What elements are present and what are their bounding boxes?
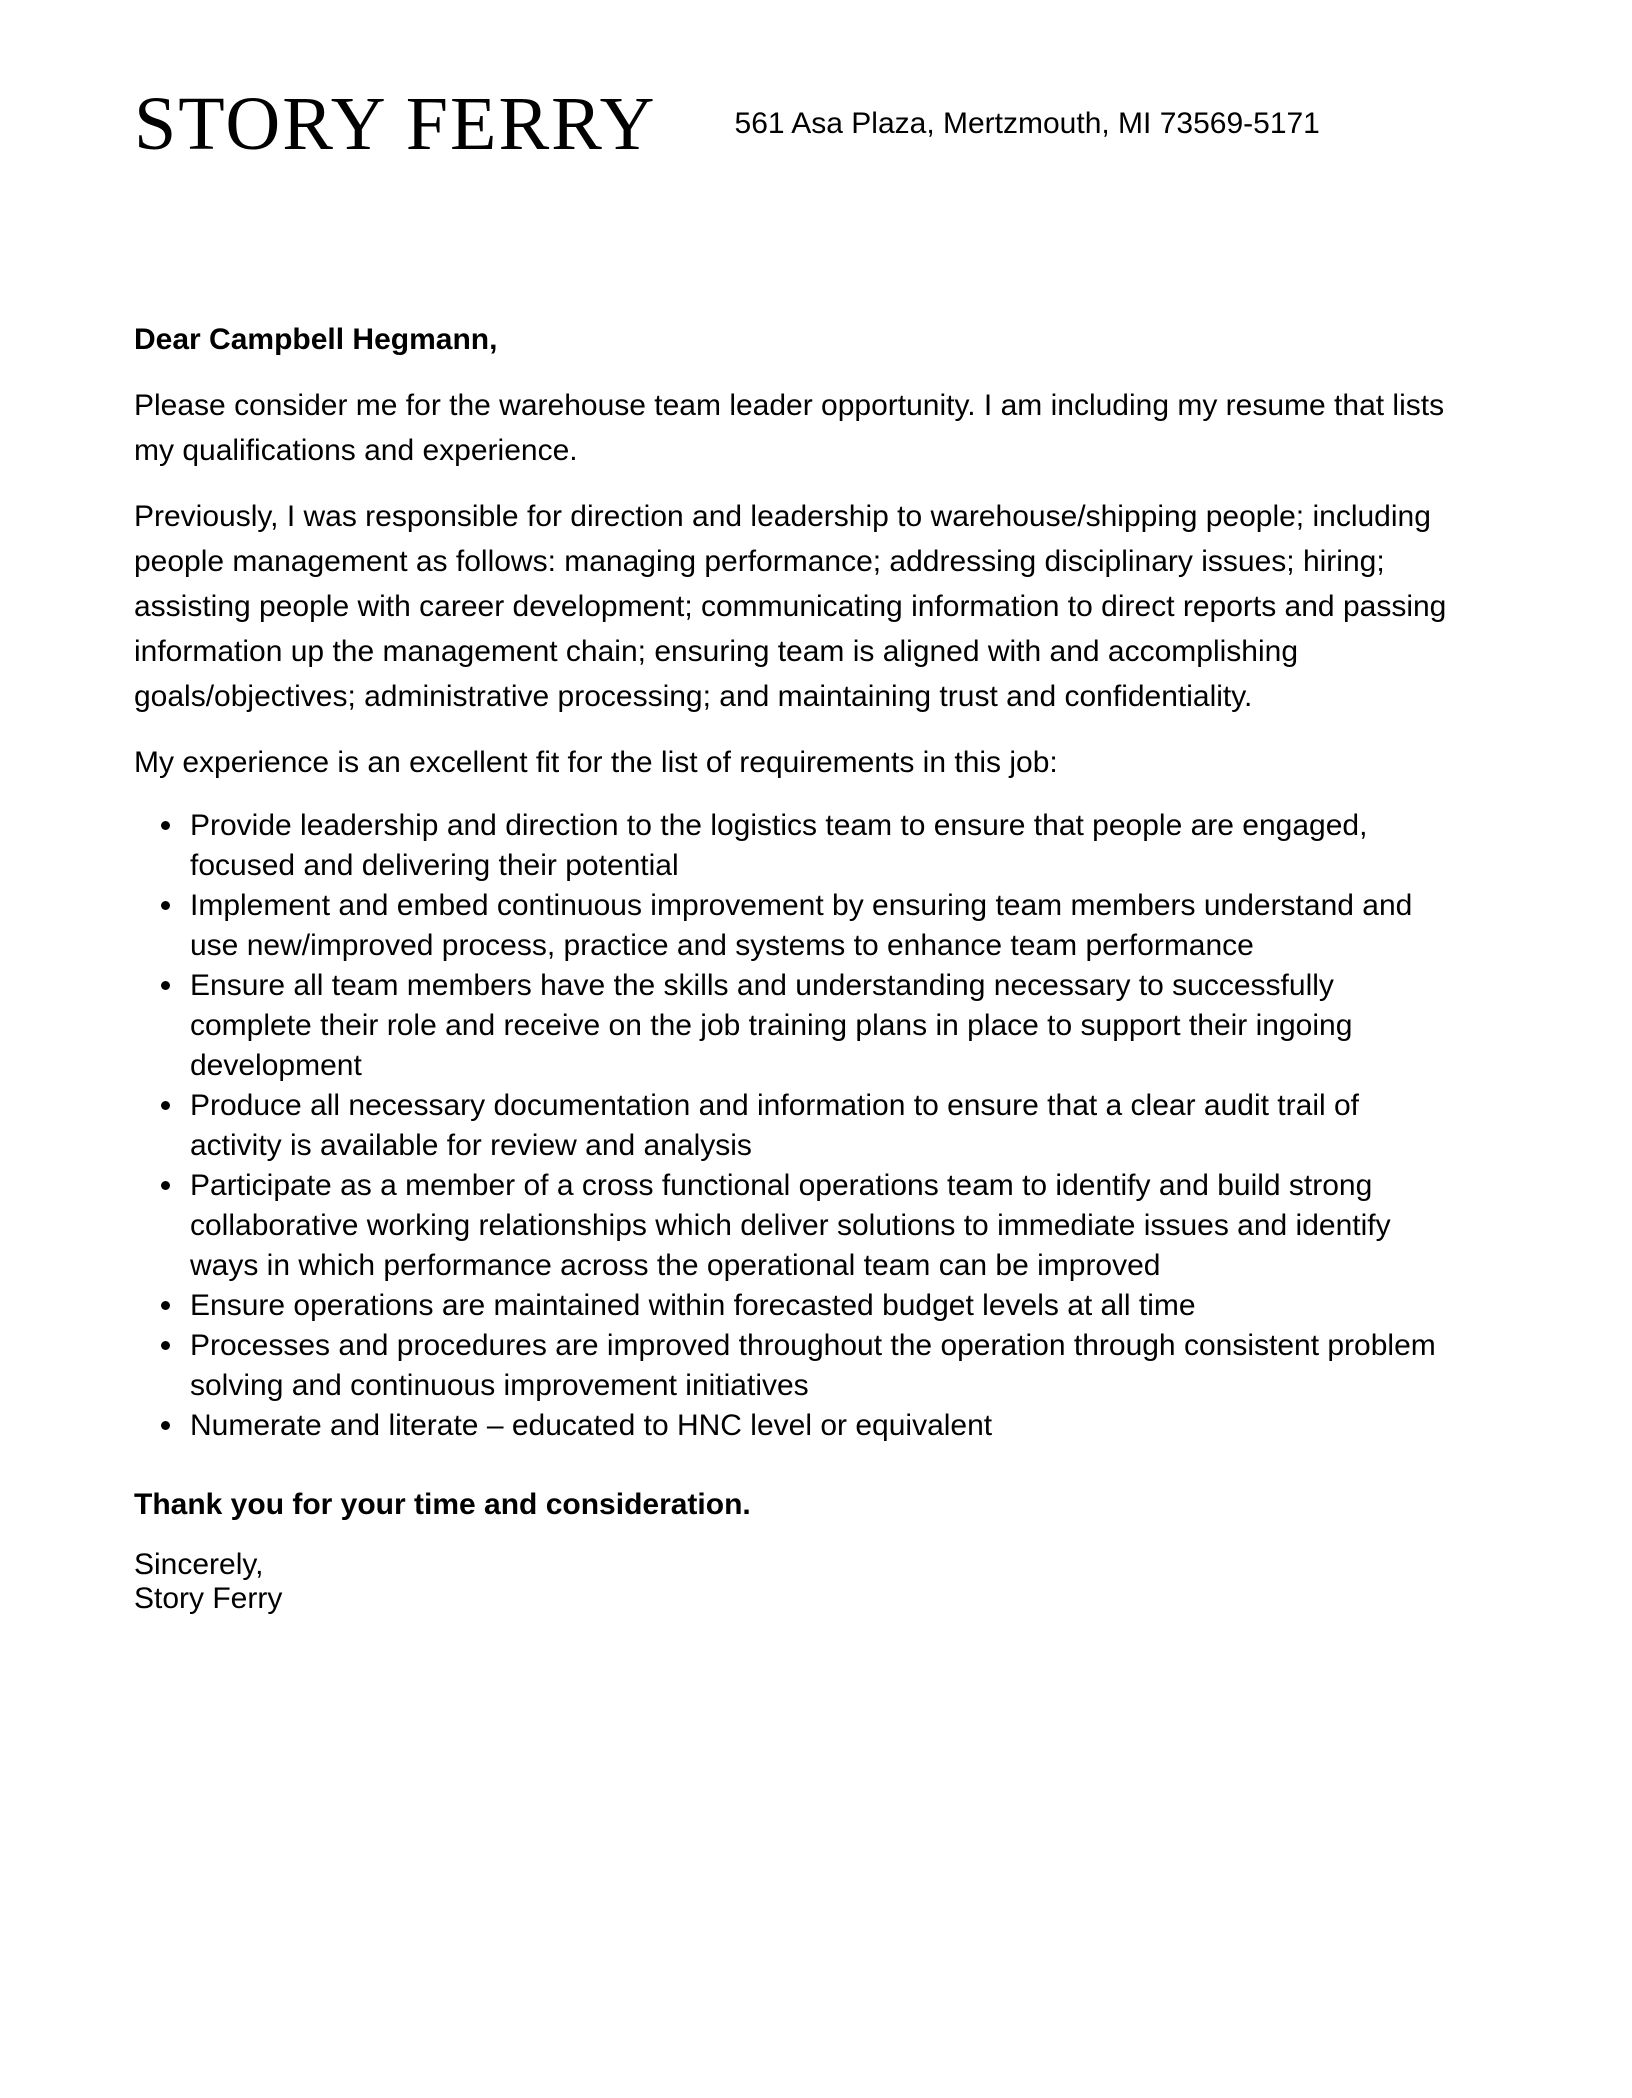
requirement-item: Implement and embed continuous improvement by ensuring team members understand and use new/improved process, practice and systems to enhance team performance bbox=[190, 886, 1454, 966]
requirement-item: Ensure all team members have the skills and understanding necessary to successfully complete their role and receive on the job training plans in place to support their ingoing development bbox=[190, 966, 1454, 1086]
closing-salutation: Sincerely, bbox=[134, 1548, 264, 1581]
signature-name: Story Ferry bbox=[134, 1582, 283, 1615]
intro-paragraph: Please consider me for the warehouse team leader opportunity. I am including my resume that lists my qualifications and experience. bbox=[134, 389, 1445, 467]
company-address: 561 Asa Plaza, Mertzmouth, MI 73569-5171 bbox=[734, 107, 1320, 140]
letterhead bbox=[134, 82, 1632, 166]
requirement-item: Participate as a member of a cross functional operations team to identify and build strong collaborative working relationships which deliver solutions to immediate issues and identify ways in which performance across the operational team can be improved bbox=[190, 1166, 1454, 1286]
thanks-line: Thank you for your time and consideration. bbox=[134, 1488, 751, 1521]
requirement-item: Processes and procedures are improved throughout the operation through consistent problem solving and continuous improvement initiatives bbox=[190, 1326, 1454, 1406]
requirement-item: Provide leadership and direction to the logistics team to ensure that people are engaged, focused and delivering their potential bbox=[190, 806, 1454, 886]
company-logo: STORY FERRY bbox=[134, 82, 657, 166]
letter-body bbox=[134, 317, 1454, 1616]
requirements-list bbox=[134, 806, 1454, 1446]
requirement-item: Produce all necessary documentation and information to ensure that a clear audit trail of activity is available for review and analysis bbox=[190, 1086, 1454, 1166]
requirement-item: Ensure operations are maintained within forecasted budget levels at all time bbox=[190, 1286, 1454, 1326]
requirement-item: Numerate and literate – educated to HNC level or equivalent bbox=[190, 1406, 1454, 1446]
fit-intro-paragraph: My experience is an excellent fit for the list of requirements in this job: bbox=[134, 746, 1058, 779]
experience-paragraph: Previously, I was responsible for direction and leadership to warehouse/shipping people; including people management as follows: managing performance; addressing disciplinary issues; hiring; assisting people with career development; communicating information to direct reports and passing information up the management chain; ensuring team is aligned with and accomplishing goals/objectives; administrative processing; and maintaining trust and confidentiality. bbox=[134, 500, 1447, 713]
greeting-line: Dear Campbell Hegmann, bbox=[134, 323, 498, 356]
